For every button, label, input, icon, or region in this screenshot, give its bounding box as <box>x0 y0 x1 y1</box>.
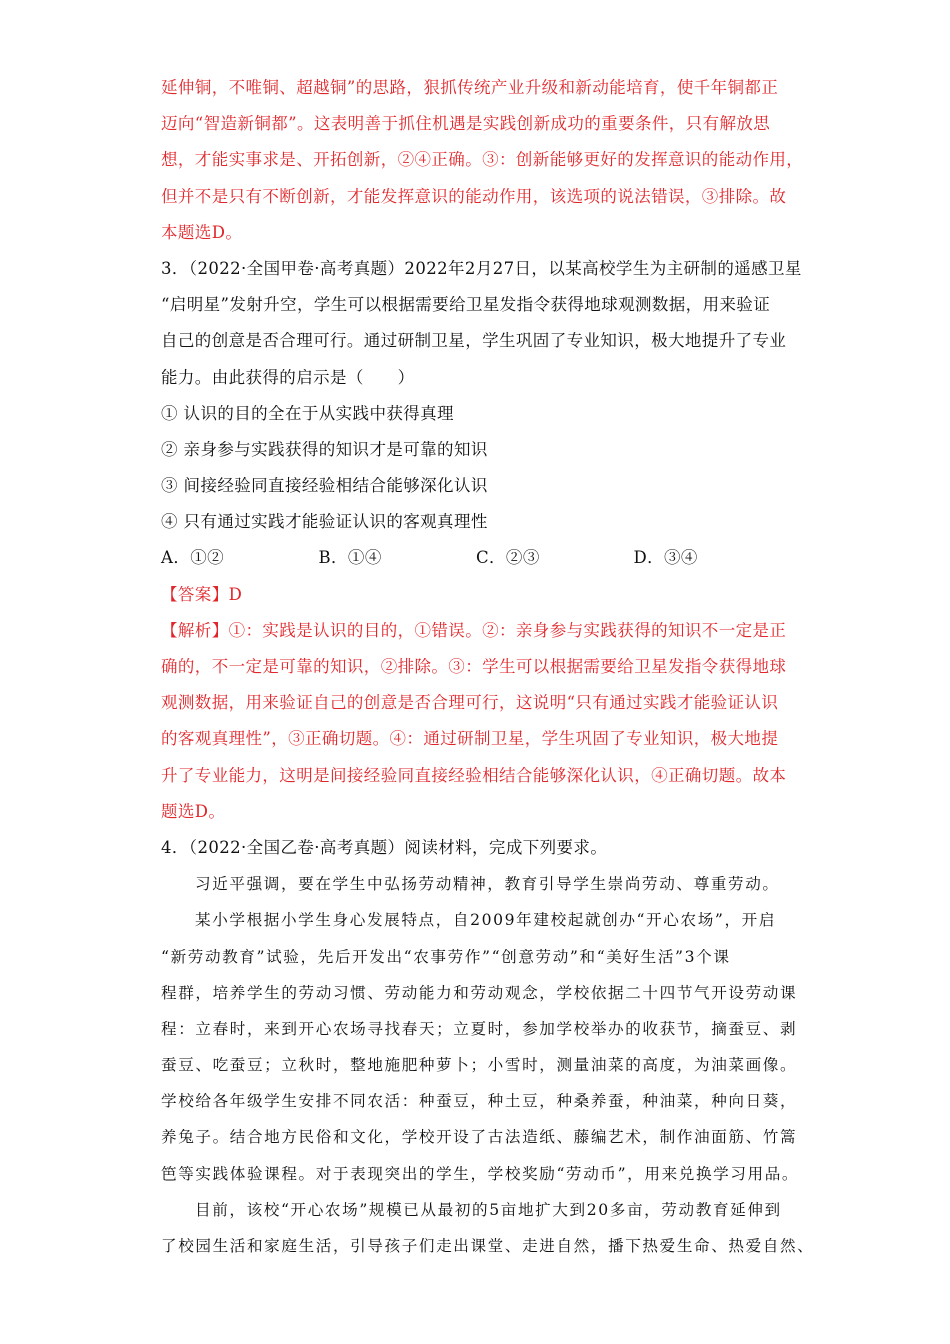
question-stem-line: 4．（2022·全国乙卷·高考真题）阅读材料，完成下列要求。 <box>161 837 608 857</box>
analysis-line: 观测数据，用来验证自己的创意是否合理可行，这说明“只有通过实践才能验证认识 <box>161 693 779 713</box>
analysis-line: 题选D。 <box>161 801 226 821</box>
material-line: 蚕豆、吃蚕豆；立秋时，整地施肥种萝卜；小雪时，测量油菜的高度，为油菜画像。 <box>161 1056 798 1075</box>
question-3 <box>161 251 802 830</box>
answer-options <box>161 540 791 576</box>
material-line: 了校园生活和家庭生活，引导孩子们走出课堂、走进自然，播下热爱生命、热爱自然、 <box>161 1237 815 1255</box>
analysis-line: 【解析】①：实践是认识的目的，①错误。②：亲身参与实践获得的知识不一定是正 <box>161 620 787 640</box>
material-line: 学校给各年级学生安排不同农活：种蚕豆，种土豆，种桑养蚕，种油菜，种向日葵， <box>161 1092 798 1111</box>
page-content <box>161 70 815 1264</box>
question-stem-line: 自己的创意是否合理可行。通过研制卫星，学生巩固了专业知识，极大地提升了专业 <box>161 331 787 351</box>
material-line: “新劳动教育”试验，先后开发出“农事劳作”“创意劳动”和“美好生活”3个课 <box>161 947 731 966</box>
question-stem-line: 能力。由此获得的启示是（ ） <box>161 367 415 387</box>
explanation-line: 想，才能实事求是、开拓创新，②④正确。③：创新能够更好的发挥意识的能动作用， <box>161 150 804 170</box>
question-stem-line: 3．（2022·全国甲卷·高考真题）2022年2月27日，以某高校学生为主研制的遥感卫星 <box>161 258 802 278</box>
statement-item: ③ 间接经验同直接经验相结合能够深化认识 <box>161 476 488 496</box>
option-a: A．①② <box>161 548 225 568</box>
material-line: 习近平强调，要在学生中弘扬劳动精神，教育引导学生崇尚劳动、尊重劳动。 <box>195 875 780 894</box>
statement-item: ① 认识的目的全在于从实践中获得真理 <box>161 403 454 423</box>
explanation-line: 但并不是只有不断创新，才能发挥意识的能动作用，该选项的说法错误，③排除。故 <box>161 186 787 206</box>
question-4 <box>161 830 815 1264</box>
material-line: 笆等实践体验课程。对于表现突出的学生，学校奖励“劳动币”，用来兑换学习用品。 <box>161 1164 800 1183</box>
answer-label: 【答案】D <box>161 584 243 604</box>
material-line: 养兔子。结合地方民俗和文化，学校开设了古法造纸、藤编艺术，制作油面筋、竹篙 <box>161 1128 798 1147</box>
material-line: 目前，该校“开心农场”规模已从最初的5亩地扩大到20多亩，劳动教育延伸到 <box>195 1200 782 1219</box>
question-stem-line: “启明星”发射升空，学生可以根据需要给卫星发指令获得地球观测数据，用来验证 <box>161 295 771 315</box>
material-line: 某小学根据小学生身心发展特点，自2009年建校起就创办“开心农场”，开启 <box>195 911 777 930</box>
explanation-line: 延伸铜，不唯铜、超越铜”的思路，狠抓传统产业升级和新动能培育，使千年铜都正 <box>161 78 779 97</box>
statement-item: ④ 只有通过实践才能验证认识的客观真理性 <box>161 512 488 532</box>
material-line: 程：立春时，来到开心农场寻找春天；立夏时，参加学校举办的收获节，摘蚕豆、剥 <box>161 1019 798 1038</box>
option-c: C．②③ <box>476 548 540 568</box>
statement-item: ② 亲身参与实践获得的知识才是可靠的知识 <box>161 439 488 459</box>
option-d: D．③④ <box>633 548 698 568</box>
analysis <box>161 613 791 830</box>
explanation-line: 迈向“智造新铜都”。这表明善于抓住机遇是实践创新成功的重要条件，只有解放思 <box>161 114 771 134</box>
previous-explanation <box>161 70 804 251</box>
analysis-line: 确的，不一定是可靠的知识，②排除。③：学生可以根据需要给卫星发指令获得地球 <box>161 657 787 676</box>
analysis-line: 升了专业能力，这明是间接经验同直接经验相结合能够深化认识，④正确切题。故本 <box>161 765 787 785</box>
option-b: B．①④ <box>318 548 382 568</box>
explanation-line: 本题选D。 <box>161 222 243 242</box>
analysis-line: 的客观真理性”，③正确切题。④：通过研制卫星，学生巩固了专业知识，极大地提 <box>161 729 779 749</box>
material-line: 程群，培养学生的劳动习惯、劳动能力和劳动观念，学校依据二十四节气开设劳动课 <box>161 983 798 1002</box>
